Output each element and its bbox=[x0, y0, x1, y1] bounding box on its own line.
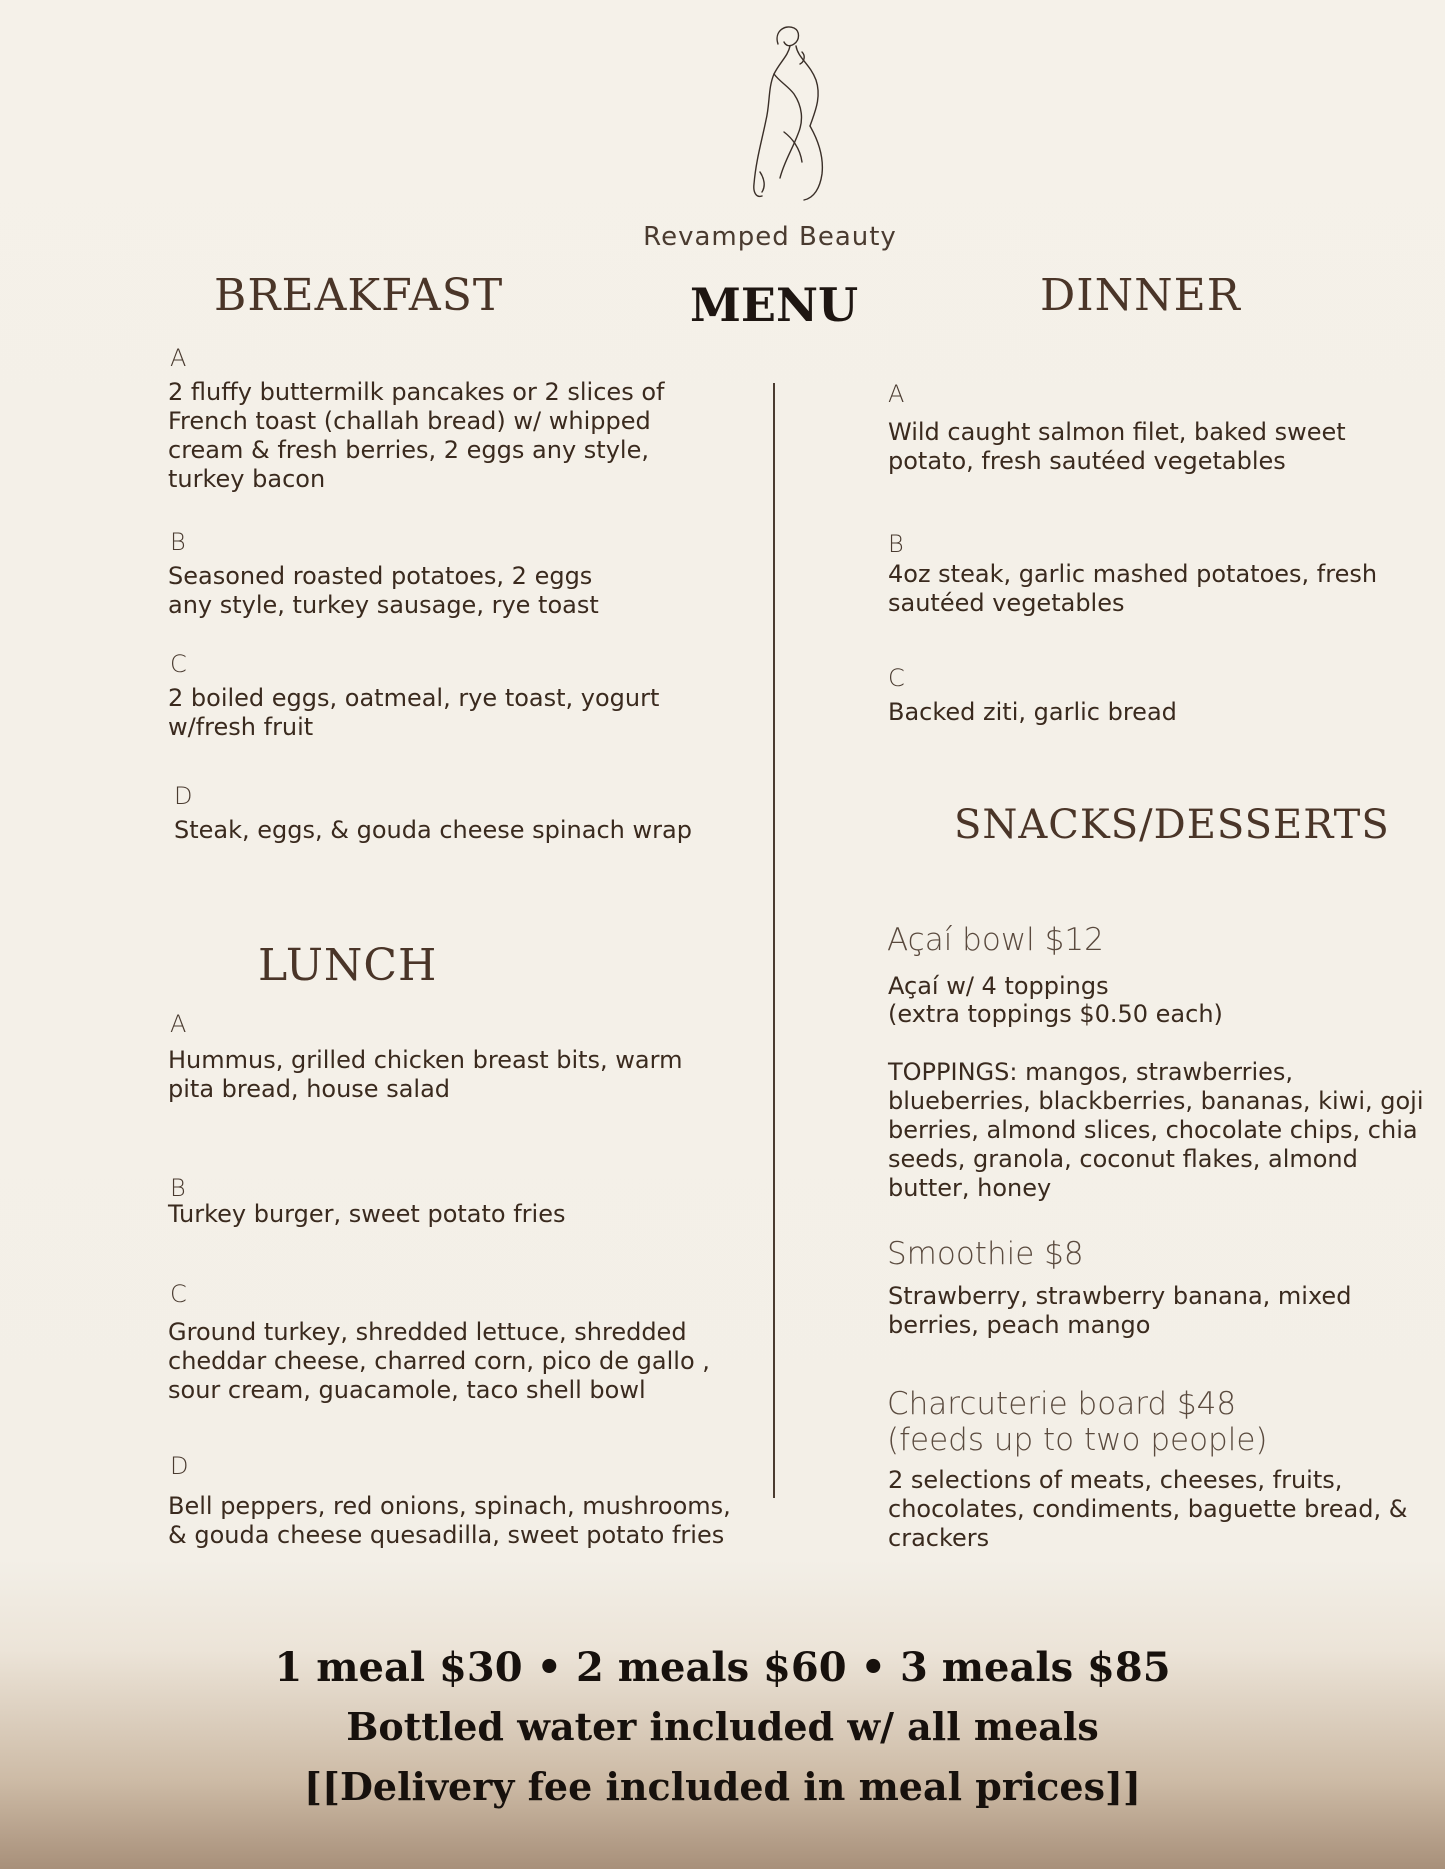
breakfast-item-c: 2 boiled eggs, oatmeal, rye toast, yogurt w/fresh fruit bbox=[168, 684, 660, 741]
lunch-item-b: Turkey burger, sweet potato fries bbox=[168, 1200, 566, 1228]
dinner-letter-c: C bbox=[888, 664, 905, 692]
breakfast-item-a: 2 fluffy buttermilk pancakes or 2 slices of French toast (challah bread) w/ whipped cream & fresh berries, 2 eggs any style, turkey bacon bbox=[168, 378, 665, 493]
smoothie-heading: Smoothie $8 bbox=[887, 1236, 1084, 1272]
dinner-item-c: Backed ziti, garlic bread bbox=[888, 698, 1177, 726]
smoothie-desc: Strawberry, strawberry banana, mixed berries, peach mango bbox=[888, 1282, 1352, 1339]
acai-bowl-line1: Açaí w/ 4 toppings bbox=[888, 972, 1109, 1000]
lunch-letter-c: C bbox=[170, 1280, 187, 1308]
acai-bowl-line2: (extra toppings $0.50 each) bbox=[888, 1000, 1223, 1028]
acai-toppings: TOPPINGS: mangos, strawberries, blueberries, blackberries, bananas, kiwi, goji berries, almond slices, chocolate chips, chia seeds, granola, coconut flakes, almond butter, honey bbox=[888, 1058, 1424, 1202]
footer-delivery: [[Delivery fee included in meal prices]] bbox=[304, 1764, 1141, 1809]
woman-line-art-icon bbox=[740, 22, 830, 202]
brand-name: Revamped Beauty bbox=[643, 222, 897, 252]
breakfast-item-b: Seasoned roasted potatoes, 2 eggs any style, turkey sausage, rye toast bbox=[168, 562, 599, 619]
dinner-title: DINNER bbox=[1040, 270, 1241, 321]
breakfast-letter-c: C bbox=[170, 650, 187, 678]
charcuterie-desc: 2 selections of meats, cheeses, fruits, chocolates, condiments, baguette bread, & crackers bbox=[888, 1466, 1408, 1552]
lunch-letter-b: B bbox=[170, 1174, 186, 1202]
dinner-item-a: Wild caught salmon filet, baked sweet potato, fresh sautéed vegetables bbox=[888, 418, 1346, 475]
dinner-letter-a: A bbox=[888, 380, 905, 408]
dinner-item-b: 4oz steak, garlic mashed potatoes, fresh sautéed vegetables bbox=[888, 560, 1378, 617]
footer-water: Bottled water included w/ all meals bbox=[346, 1704, 1099, 1749]
breakfast-title: BREAKFAST bbox=[214, 270, 504, 321]
column-divider bbox=[773, 383, 775, 1498]
menu-title: MENU bbox=[690, 278, 859, 332]
dinner-letter-b: B bbox=[888, 530, 904, 558]
breakfast-letter-d: D bbox=[174, 782, 193, 810]
lunch-letter-d: D bbox=[170, 1452, 189, 1480]
lunch-letter-a: A bbox=[170, 1010, 187, 1038]
lunch-item-a: Hummus, grilled chicken breast bits, warm pita bread, house salad bbox=[168, 1046, 683, 1103]
charcuterie-note: (feeds up to two people) bbox=[887, 1422, 1268, 1458]
breakfast-letter-a: A bbox=[170, 344, 187, 372]
acai-bowl-heading: Açaí bowl $12 bbox=[887, 922, 1104, 958]
lunch-title: LUNCH bbox=[258, 940, 438, 991]
charcuterie-heading: Charcuterie board $48 bbox=[887, 1386, 1237, 1422]
breakfast-item-d: Steak, eggs, & gouda cheese spinach wrap bbox=[174, 816, 692, 844]
footer-pricing: 1 meal $30 • 2 meals $60 • 3 meals $85 bbox=[274, 1644, 1171, 1691]
lunch-item-c: Ground turkey, shredded lettuce, shredded cheddar cheese, charred corn, pico de gallo , sour cream, guacamole, taco shell bowl bbox=[168, 1318, 710, 1404]
lunch-item-d: Bell peppers, red onions, spinach, mushrooms, & gouda cheese quesadilla, sweet potato fries bbox=[168, 1492, 731, 1549]
snacks-title: SNACKS/DESSERTS bbox=[954, 802, 1390, 848]
breakfast-letter-b: B bbox=[170, 528, 186, 556]
